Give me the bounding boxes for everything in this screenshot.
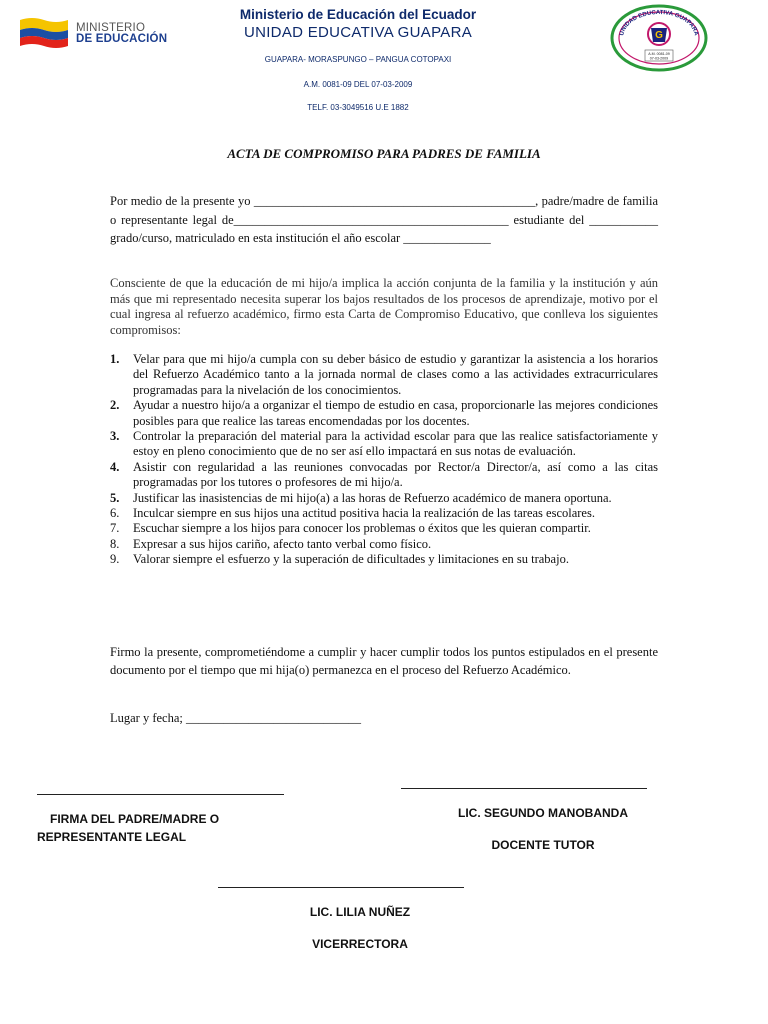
list-item-text: Ayudar a nuestro hijo/a a organizar el tiempo de estudio en casa, proporcionarle las mejores condiciones posibles para que realice las tareas encomendadas por los docentes. bbox=[133, 398, 658, 428]
list-item-number: 5. bbox=[110, 490, 120, 505]
parent-signature-label-1: FIRMA DEL PADRE/MADRE O bbox=[50, 812, 220, 826]
parent-signature-label-2: REPRESENTANTE LEGAL bbox=[37, 830, 187, 844]
list-item bbox=[110, 552, 658, 567]
list-item bbox=[110, 460, 658, 491]
commitments-list bbox=[110, 352, 658, 568]
ministry-logo-line2: DE EDUCACIÓN bbox=[76, 33, 168, 45]
list-item-text: Expresar a sus hijos cariño, afecto tanto verbal como físico. bbox=[133, 536, 432, 551]
vice-principal-role: VICERRECTORA bbox=[312, 937, 408, 951]
list-item bbox=[110, 429, 658, 460]
list-item-text: Valorar siempre el esfuerzo y la superación de dificultades y limitaciones en su trabajo. bbox=[133, 552, 569, 567]
tutor-signature-line bbox=[401, 788, 647, 789]
list-item-number: 4. bbox=[110, 459, 120, 474]
parent-signature-line bbox=[37, 794, 284, 795]
vice-principal-name: LIC. LILIA NUÑEZ bbox=[309, 905, 411, 919]
list-item-text: Escuchar siempre a los hijos para conocer los problemas o éxitos que les quieran compartir. bbox=[133, 521, 591, 536]
school-name: UNIDAD EDUCATIVA GUAPARA bbox=[243, 24, 473, 41]
tutor-role: DOCENTE TUTOR bbox=[491, 838, 595, 852]
list-item bbox=[110, 537, 658, 552]
seal-ref: A.M. 0081-09 bbox=[648, 52, 670, 56]
list-item-text: Justificar las inasistencias de mi hijo(a) a las horas de Refuerzo académico de manera oportuna. bbox=[133, 490, 612, 505]
list-item bbox=[110, 521, 658, 536]
school-location: GUAPARA- MORASPUNGO – PANGUA COTOPAXI bbox=[264, 55, 452, 64]
intro-line-1: Por medio de la presente yo _____________________________________________, bbox=[110, 194, 539, 208]
list-item-number: 3. bbox=[110, 429, 120, 444]
commitment-intro-paragraph: Consciente de que la educación de mi hijo/a implica la acción conjunta de la familia y la institución y aún más que mi representado necesita superar los bajos resultados de los procesos de aprendizaje, motivo por el cual ingresa al refuerzo académico, firmo esta Carta de Compromiso Educativo, que conlleva los siguientes compromisos: bbox=[110, 276, 658, 337]
list-item-number: 8. bbox=[110, 536, 120, 551]
closing-paragraph: Firmo la presente, comprometiéndome a cumplir y hacer cumplir todos los puntos estipulados en el presente documento por el tiempo que mi hija(o) permanezca en el proceso del Refuerzo Académico. bbox=[110, 645, 658, 677]
list-item-text: Asistir con regularidad a las reuniones convocadas por Rector/a Director/a, así como a las citas programadas por los tutores o profesores de mi hijo/a. bbox=[133, 459, 658, 490]
intro-line-2: padre/madre de familia o representante legal bbox=[110, 194, 658, 227]
intro-line-3: de____________________________________________ estudiante del ___________ bbox=[221, 212, 659, 227]
ministry-heading: Ministerio de Educación del Ecuador bbox=[239, 7, 477, 22]
list-item bbox=[110, 491, 658, 506]
list-item bbox=[110, 352, 658, 398]
list-item-text: Velar para que mi hijo/a cumpla con su deber básico de estudio y garantizar la asistencia a los horarios del Refuerzo Académico tanto a la jornada normal de clases como a las actividades extracurriculares programadas para la nivelación de los conocimientos. bbox=[133, 352, 658, 397]
school-seal-icon bbox=[609, 4, 709, 72]
ministry-logo bbox=[18, 14, 170, 54]
list-item-number: 9. bbox=[110, 552, 120, 567]
tutor-name: LIC. SEGUNDO MANOBANDA bbox=[458, 806, 628, 820]
ecuador-flag-logo-icon bbox=[18, 16, 70, 50]
list-item-text: Controlar la preparación del material para la actividad escolar para que las realice satisfactoriamente y estoy en pleno conocimiento que de no ser así ello impactará en sus notas de evaluación. bbox=[133, 429, 658, 459]
list-item bbox=[110, 398, 658, 429]
list-item-number: 6. bbox=[110, 506, 120, 521]
document-title: ACTA DE COMPROMISO PARA PADRES DE FAMILIA bbox=[227, 146, 541, 161]
ministry-logo-line1: MINISTERIO bbox=[76, 22, 146, 34]
list-item-text: Inculcar siempre en sus hijos una actitud positiva hacia la realización de las tareas escolares. bbox=[133, 506, 595, 521]
intro-line-4: grado/curso, matriculado en esta institución el año escolar ______________ bbox=[110, 231, 491, 246]
seal-date: 07-03-2009 bbox=[649, 56, 669, 61]
vice-principal-signature-line bbox=[218, 887, 464, 888]
school-phone: TELF. 03-3049516 U.E 1882 bbox=[307, 103, 409, 112]
list-item-number: 7. bbox=[110, 521, 120, 536]
ministerial-agreement: A.M. 0081-09 DEL 07-03-2009 bbox=[303, 80, 413, 89]
svg-text:G: G bbox=[655, 30, 663, 41]
place-date-field: Lugar y fecha; ____________________________ bbox=[110, 711, 362, 725]
list-item-number: 1. bbox=[110, 352, 120, 366]
list-item bbox=[110, 506, 658, 521]
list-item-number: 2. bbox=[110, 398, 120, 413]
seal-text: UNIDAD EDUCATIVA GUAPARA bbox=[619, 9, 699, 37]
intro-paragraph bbox=[110, 192, 658, 248]
